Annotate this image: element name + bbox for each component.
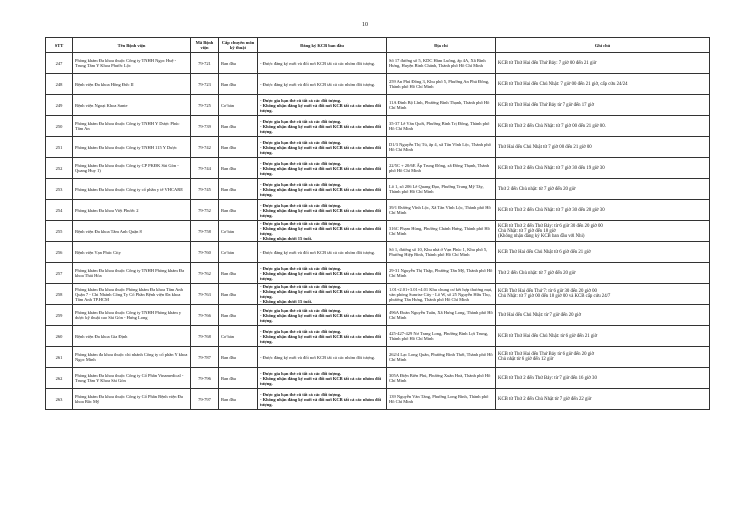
cell-note: Thứ 2 đến Chủ nhật: từ 7 giờ đến 20 giờ <box>496 179 710 200</box>
table-row <box>46 179 710 200</box>
header-hospital-code: Mã Bệnh viện <box>191 38 219 53</box>
cell-registration: - Được đăng ký mới và đổi nơi KCB tất cả các nhóm đối tượng. <box>258 74 387 95</box>
hospital-table <box>45 37 710 410</box>
cell-stt: 250 <box>46 116 73 137</box>
cell-hospital-code: 79-797 <box>191 389 219 410</box>
cell-hospital-code: 79-752 <box>191 200 219 221</box>
cell-hospital-name: Phòng khám Đa khoa Việt Phước 2 <box>73 200 191 221</box>
cell-registration: - Được đăng ký mới và đổi nơi KCB tất cả các nhóm đối tượng. <box>258 347 387 368</box>
cell-address: 1.01+2.01+3.01+4.01 Khu chung cư kết hợp thương mại, văn phòng Sunrise City - Lô W, số 25 Nguyễn Hữu Thọ, phường Tân Hưng, Thành phố Hồ Chí Minh <box>387 284 496 305</box>
cell-hospital-code: 79-744 <box>191 158 219 179</box>
cell-hospital-name: Phòng khám Đa khoa thuộc Công ty TNHH Phòng khám y dược kỹ thuật cao Sài Gòn - Hưng Long <box>73 305 191 326</box>
cell-technical-level: Ban đầu <box>219 74 258 95</box>
cell-address: 22/5C + 20/6E Ấp Trung Đông, xã Đông Thạnh, Thành phố Hồ Chí Minh <box>387 158 496 179</box>
cell-technical-level: Ban đầu <box>219 263 258 284</box>
cell-note: KCB từ Thứ Hai đến Chủ Nhật: 7 giờ 00 đến 21 giờ, cấp cứu 24/24 <box>496 74 710 95</box>
cell-stt: 247 <box>46 53 73 74</box>
table-row <box>46 389 710 410</box>
cell-technical-level: Cơ bản <box>219 221 258 242</box>
cell-registration: - Được gia hạn thẻ cũ tất cả các đối tượng. - Không nhận đăng ký mới và đổi nơi KCB tất cả các nhóm đối tượng. <box>258 389 387 410</box>
cell-note: KCB từ Thứ 2 đến Chủ Nhật: từ 7 giờ 00 đến 21 giờ 00. <box>496 116 710 137</box>
cell-stt: 254 <box>46 200 73 221</box>
cell-technical-level: Ban đầu <box>219 116 258 137</box>
cell-note: KCB từ Thứ 2 đến Chủ Nhật từ 7 giờ đến 22 giờ <box>496 389 710 410</box>
table-row <box>46 368 710 389</box>
cell-stt: 263 <box>46 389 73 410</box>
cell-registration: - Được gia hạn thẻ cũ tất cả các đối tượng. - Không nhận đăng ký mới và đổi nơi KCB tất cả các nhóm đối tượng. <box>258 158 387 179</box>
cell-hospital-code: 79-796 <box>191 368 219 389</box>
cell-registration: - Được gia hạn thẻ cũ tất cả các đối tượng. - Không nhận đăng ký mới và đổi nơi KCB tất cả các nhóm đối tượng. - Không nhận dưới 15 tuổi. <box>258 284 387 305</box>
cell-hospital-code: 79-762 <box>191 263 219 284</box>
table-row <box>46 263 710 284</box>
cell-note: KCB từ Thứ Hai đến Chủ Nhật: từ 6 giờ đến 21 giờ <box>496 326 710 347</box>
table-row <box>46 305 710 326</box>
cell-note: KCB từ Thứ Hai đến Thứ Bảy: 7 giờ 00 đến 21 giờ <box>496 53 710 74</box>
cell-hospital-name: Bệnh viện Đa khoa Tâm Anh Quận 8 <box>73 221 191 242</box>
cell-address: D1/3 Nguyễn Thị Tú, ấp 4, xã Tân Vĩnh Lộc, Thành phố Hồ Chí Minh <box>387 137 496 158</box>
page-number: 10 <box>362 22 368 28</box>
cell-hospital-name: Bệnh viện Đa khoa Gia Định <box>73 326 191 347</box>
header-stt: STT <box>46 38 73 53</box>
table-row <box>46 137 710 158</box>
cell-hospital-code: 79-725 <box>191 95 219 116</box>
cell-technical-level: Ban đầu <box>219 53 258 74</box>
cell-registration: - Được gia hạn thẻ cũ tất cả các đối tượng. - Không nhận đăng ký mới và đổi nơi KCB tất cả các nhóm đối tượng. <box>258 200 387 221</box>
cell-note: KCB Thứ Hai đến Thứ 7: từ 6 giờ 30 đến 20 giờ 00 Chủ Nhật: từ 7 giờ 00 đến 18 giờ 00 và KCB cấp cứu 24/7 <box>496 284 710 305</box>
cell-stt: 257 <box>46 263 73 284</box>
cell-registration: - Được gia hạn thẻ cũ tất cả các đối tượng. - Không nhận đăng ký mới và đổi nơi KCB tất cả các nhóm đối tượng. <box>258 95 387 116</box>
cell-technical-level: Ban đầu <box>219 284 258 305</box>
cell-address: 425-427-429 Nơ Trang Long, Phường Bình Lợi Trung, Thành phố Hồ Chí Minh <box>387 326 496 347</box>
table-row <box>46 326 710 347</box>
cell-hospital-name: Phòng khám Đa khoa thuộc Phòng khám Đa khoa Tâm Anh Quận 7 - Chi Nhánh Công Ty Cổ Phần Bệnh viện Đa khoa Tâm Anh TP.HCM <box>73 284 191 305</box>
cell-technical-level: Cơ bản <box>219 242 258 263</box>
header-note: Ghi chú <box>496 38 710 53</box>
cell-hospital-code: 79-723 <box>191 74 219 95</box>
cell-hospital-code: 79-721 <box>191 53 219 74</box>
cell-address: 496A Đoàn Nguyễn Tuấn, Xã Hưng Long, Thành phố Hồ Chí Minh <box>387 305 496 326</box>
cell-technical-level: Ban đầu <box>219 158 258 179</box>
header-address: Địa chỉ <box>387 38 496 53</box>
cell-address: 259 An Phú Đông 3, Khu phố 5, Phường An Phú Đông, Thành phố Hồ Chí Minh <box>387 74 496 95</box>
cell-registration: - Được gia hạn thẻ cũ tất cả các đối tượng. - Không nhận đăng ký mới và đổi nơi KCB tất cả các nhóm đối tượng. <box>258 116 387 137</box>
cell-address: Số 1, đường số 10, Khu nhà ở Vạn Phúc 1, Khu phố 5, Phường Hiệp Bình, Thành phố Hồ Chí Minh <box>387 242 496 263</box>
cell-registration: - Được gia hạn thẻ cũ tất cả các đối tượng. - Không nhận đăng ký mới và đổi nơi KCB tất cả các nhóm đối tượng. <box>258 137 387 158</box>
cell-stt: 259 <box>46 305 73 326</box>
table-row <box>46 95 710 116</box>
cell-stt: 251 <box>46 137 73 158</box>
cell-hospital-code: 79-742 <box>191 137 219 158</box>
table-row <box>46 53 710 74</box>
cell-note: Thứ 2 đến Chủ nhật: từ 7 giờ đến 20 giờ <box>496 263 710 284</box>
cell-address: 35-37 Lê Văn Quới, Phường Bình Trị Đông, Thành phố Hồ Chí Minh <box>387 116 496 137</box>
cell-technical-level: Ban đầu <box>219 179 258 200</box>
cell-registration: - Được gia hạn thẻ cũ tất cả các đối tượng. - Không nhận đăng ký mới và đổi nơi KCB tất cả các nhóm đối tượng. <box>258 305 387 326</box>
table-row <box>46 74 710 95</box>
cell-stt: 249 <box>46 95 73 116</box>
cell-hospital-name: Phòng khám Đa khoa thuộc Công ty TNHH Phòng khám Đa khoa Thái Hòa <box>73 263 191 284</box>
header-hospital-name: Tên Bệnh viện <box>73 38 191 53</box>
table-row <box>46 221 710 242</box>
cell-address: 39/1 Đường Vĩnh Lộc, Xã Tân Vĩnh Lộc, Thành phố Hồ Chí Minh <box>387 200 496 221</box>
table-row <box>46 284 710 305</box>
table-header-row <box>46 38 710 53</box>
cell-note: KCB từ Thứ 2 đến Thứ Bảy: từ 7 giờ đến 16 giờ 30 <box>496 368 710 389</box>
cell-stt: 260 <box>46 326 73 347</box>
cell-note: KCB Thứ Hai đến Chủ Nhật từ 6 giờ đến 21 giờ <box>496 242 710 263</box>
cell-registration: - Được gia hạn thẻ cũ tất cả các đối tượng. - Không nhận đăng ký mới và đổi nơi KCB tất cả các nhóm đối tượng. <box>258 263 387 284</box>
cell-hospital-name: Phòng khám Đa khoa thuộc Công ty TNHH Ngọc Huệ - Trung Tâm Y Khoa Phước Lộc <box>73 53 191 74</box>
cell-note: KCB từ Thứ Hai đến Thứ Bảy từ 6 giờ đến 20 giờ Chủ nhật từ 6 giờ đến 12 giờ <box>496 347 710 368</box>
cell-note: KCB từ Thứ 2 đến Chủ Nhật: từ 7 giờ 30 đến 20 giờ 30 <box>496 200 710 221</box>
table-row <box>46 242 710 263</box>
cell-hospital-code: 79-763 <box>191 284 219 305</box>
cell-stt: 252 <box>46 158 73 179</box>
cell-technical-level: Ban đầu <box>219 347 258 368</box>
header-registration: Đăng ký KCB ban đầu <box>258 38 387 53</box>
cell-hospital-name: Bệnh viện Đa khoa Hồng Đức II <box>73 74 191 95</box>
table-row <box>46 116 710 137</box>
cell-registration: - Được gia hạn thẻ cũ tất cả các đối tượng. - Không nhận đăng ký mới và đổi nơi KCB tất cả các nhóm đối tượng. <box>258 326 387 347</box>
cell-technical-level: Cơ bản <box>219 326 258 347</box>
cell-registration: - Được gia hạn thẻ cũ tất cả các đối tượng. - Không nhận đăng ký mới và đổi nơi KCB tất cả các nhóm đối tượng. <box>258 179 387 200</box>
cell-address: 316C Phạm Hùng, Phường Chánh Hưng, Thành phố Hồ Chí Minh <box>387 221 496 242</box>
cell-address: Số 17 đường số 5, KDC Hàm Luông, ấp 4A, Xã Bình Hưng, Huyện Bình Chánh, Thành phố Hồ Chí Minh <box>387 53 496 74</box>
cell-hospital-code: 79-745 <box>191 179 219 200</box>
table-row <box>46 200 710 221</box>
cell-technical-level: Ban đầu <box>219 305 258 326</box>
cell-stt: 261 <box>46 347 73 368</box>
cell-stt: 255 <box>46 221 73 242</box>
cell-technical-level: Cơ bản <box>219 95 258 116</box>
cell-hospital-name: Phòng khám Đa khoa thuộc Công ty TNHH Y Dược Phúc Tâm An <box>73 116 191 137</box>
table-row <box>46 158 710 179</box>
cell-hospital-name: Phòng khám Đa khoa thuộc Công ty Cổ Phần Bệnh viện Đa khoa Bắc Mỹ <box>73 389 191 410</box>
cell-stt: 258 <box>46 284 73 305</box>
cell-hospital-code: 79-766 <box>191 305 219 326</box>
cell-address: 262/4 Lạc Long Quân, Phường Bình Thới, Thành phố Hồ Chí Minh <box>387 347 496 368</box>
cell-registration: - Được đăng ký mới và đổi nơi KCB tất cả các nhóm đối tượng. <box>258 53 387 74</box>
cell-stt: 262 <box>46 368 73 389</box>
table-row <box>46 347 710 368</box>
cell-hospital-name: Phòng khám Đa khoa thuộc Công ty Cổ Phần Vinamedical - Trung Tâm Y Khoa Sài Gòn <box>73 368 191 389</box>
cell-stt: 248 <box>46 74 73 95</box>
cell-note: Thứ Hai đến Chủ Nhật: từ 7 giờ đến 20 giờ <box>496 305 710 326</box>
cell-note: KCB từ Thứ 2 đến Chủ Nhật: từ 7 giờ 30 đến 19 giờ 30 <box>496 158 710 179</box>
cell-hospital-code: 79-760 <box>191 242 219 263</box>
cell-technical-level: Ban đầu <box>219 368 258 389</box>
header-technical-level: Cấp chuyên môn kỹ thuật <box>219 38 258 53</box>
cell-hospital-name: Phòng khám Đa khoa thuộc Công ty CP PKĐK Sài Gòn - Quang Huy 1) <box>73 158 191 179</box>
cell-hospital-code: 79-787 <box>191 347 219 368</box>
cell-address: 11A Đinh Bộ Lĩnh, Phường Bình Thạnh, Thành phố Hồ Chí Minh <box>387 95 496 116</box>
cell-hospital-code: 79-739 <box>191 116 219 137</box>
cell-hospital-name: Phòng khám Đa khoa thuộc Công ty TNHH 115 Y Dược <box>73 137 191 158</box>
cell-technical-level: Ban đầu <box>219 137 258 158</box>
cell-hospital-code: 79-768 <box>191 326 219 347</box>
cell-hospital-name: Phòng khám Đa khoa thuộc Công ty cổ phần y tế VHCARE <box>73 179 191 200</box>
cell-stt: 256 <box>46 242 73 263</box>
cell-registration: - Được gia hạn thẻ cũ tất cả các đối tượng. - Không nhận đăng ký mới và đổi nơi KCB tất cả các nhóm đối tượng. <box>258 368 387 389</box>
cell-technical-level: Ban đầu <box>219 389 258 410</box>
cell-hospital-name: Bệnh viện Ngoại Khoa Sante <box>73 95 191 116</box>
cell-address: 139 Nguyễn Văn Tăng, Phường Long Bình, Thành phố Hồ Chí Minh <box>387 389 496 410</box>
cell-registration: - Được gia hạn thẻ cũ tất cả các đối tượng. - Không nhận đăng ký mới và đổi nơi KCB tất cả các nhóm đối tượng. - Không nhận dưới 15 tuổi. <box>258 221 387 242</box>
cell-note: Thứ Hai đến Chủ Nhật từ 7 giờ 00 đến 21 giờ 00 <box>496 137 710 158</box>
cell-address: Lô 1, số 206 Lê Quang Đạo, Phường Trung Mỹ Tây, Thành phố Hồ Chí Minh <box>387 179 496 200</box>
cell-technical-level: Ban đầu <box>219 200 258 221</box>
cell-note: KCB từ Thứ 2 đến Thứ Bảy: từ 6 giờ 30 đến 20 giờ 00 Chủ Nhật: từ 7 giờ đến 18 giờ (Không nhận đăng ký KCB ban đầu với Nhi) <box>496 221 710 242</box>
cell-address: 29-31 Nguyễn Thị Thập, Phường Tân Mỹ, Thành phố Hồ Chí Minh <box>387 263 496 284</box>
cell-hospital-name: Bệnh viện Vạn Phúc City <box>73 242 191 263</box>
cell-hospital-code: 79-758 <box>191 221 219 242</box>
cell-hospital-name: Phòng khám đa khoa thuộc chi nhánh Công ty cổ phần Y khoa Ngọc Minh <box>73 347 191 368</box>
cell-address: 305A Điện Biên Phủ, Phường Xuân Hoà, Thành phố Hồ Chí Minh <box>387 368 496 389</box>
cell-note: KCB từ Thứ Hai đến Thứ Bảy từ 7 giờ đến 17 giờ <box>496 95 710 116</box>
cell-stt: 253 <box>46 179 73 200</box>
cell-registration: - Được đăng ký mới và đổi nơi KCB tất cả các nhóm đối tượng. <box>258 242 387 263</box>
